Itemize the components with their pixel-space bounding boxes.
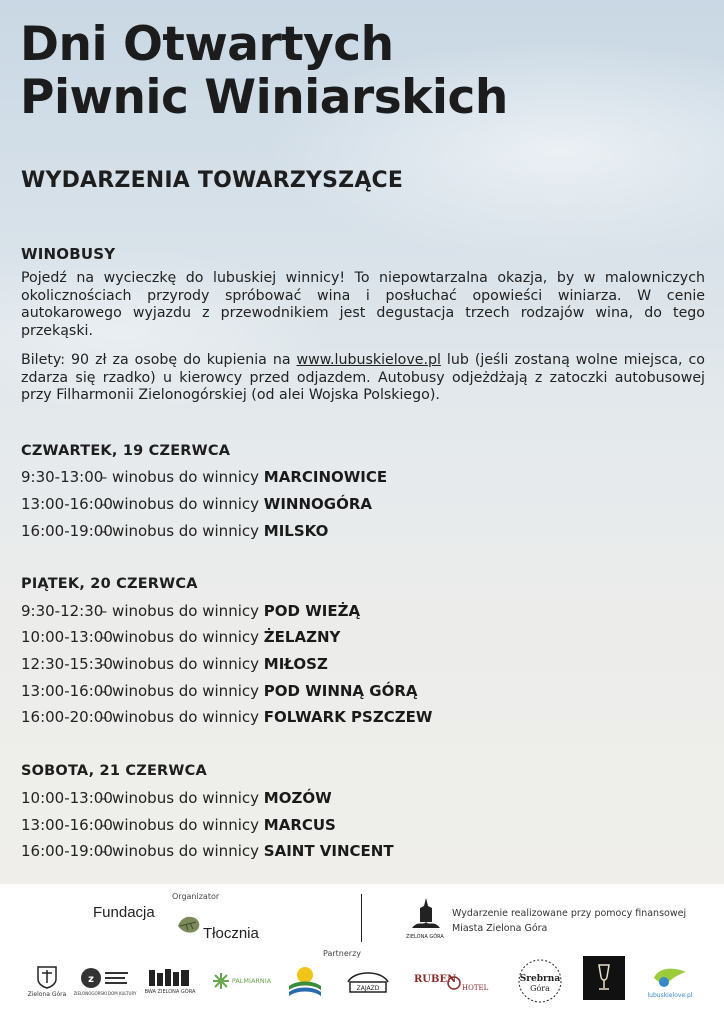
trip-winery: MOZÓW xyxy=(263,789,332,807)
trip-time: 13:00-16:00 xyxy=(21,682,113,700)
trip-time: 10:00-13:00 xyxy=(21,628,113,646)
trip-connector: – winobus do winnicy xyxy=(99,495,259,513)
city-emblem-caption: ZIELONA GÓRA xyxy=(406,934,444,940)
partner-logo xyxy=(27,960,67,1002)
trip-winery: FOLWARK PSZCZEW xyxy=(263,708,433,726)
day-heading: SOBOTA, 21 CZERWCA xyxy=(21,763,207,779)
partner-logo xyxy=(73,960,137,1002)
winobusy-tickets-info xyxy=(21,352,705,405)
trip-time: 16:00-19:00 xyxy=(21,522,113,540)
page-subtitle: WYDARZENIA TOWARZYSZĄCE xyxy=(21,168,404,193)
zielona-gora-crest-icon xyxy=(36,965,58,989)
partner-caption: Zielona Góra xyxy=(27,990,67,998)
trip-connector: – winobus do winnicy xyxy=(99,682,259,700)
trip-connector: – winobus do winnicy xyxy=(99,816,259,834)
trip-time: 13:00-16:00 xyxy=(21,495,113,513)
partner-logo xyxy=(583,956,625,1000)
partner-logo xyxy=(645,960,695,1002)
trip-time: 9:30-12:30 xyxy=(21,602,104,620)
trip-time: 12:30-15:30 xyxy=(21,655,113,673)
svg-text:RUBEN: RUBEN xyxy=(414,974,457,985)
trip-connector: – winobus do winnicy xyxy=(99,842,259,860)
schedule-row xyxy=(21,655,328,673)
partner-logo xyxy=(285,960,325,1002)
trip-winery: MARCUS xyxy=(263,816,336,834)
trip-winery: ŻELAZNY xyxy=(263,628,341,646)
svg-text:HOTEL: HOTEL xyxy=(462,984,489,992)
title-line-2: Piwnic Winiarskich xyxy=(20,70,508,125)
schedule-row xyxy=(21,842,394,860)
schedule-row xyxy=(21,522,328,540)
partner-logo xyxy=(208,960,276,1002)
schedule-row xyxy=(21,628,340,646)
trip-time: 10:00-13:00 xyxy=(21,789,113,807)
zielona-gora-emblem xyxy=(406,896,444,940)
grape-leaf-icon xyxy=(176,914,202,934)
ruben-hotel-logo-icon xyxy=(412,970,489,992)
trip-connector: – winobus do winnicy xyxy=(99,468,259,486)
trip-connector: – winobus do winnicy xyxy=(99,628,259,646)
partner-logo xyxy=(146,960,194,1002)
organizer-name-part1: Fundacja xyxy=(93,904,155,921)
winobusy-heading: WINOBUSY xyxy=(21,245,116,263)
svg-text:Srebrna: Srebrna xyxy=(519,974,561,984)
srebrna-gora-logo-icon xyxy=(517,958,563,1004)
winobusy-description: Pojedź na wycieczkę do lubuskiej winnicy! To niepowtarzalna okazja, by w malowniczych okolicznościach przyrody spróbować wina i posłuchać opowieści winiarza. W cenie autokarowego wyjazdu z przewodnikiem jest degustacja trzech rodzajów wina, do tego przekąski. xyxy=(21,270,705,339)
partners-label: Partnerzy xyxy=(323,949,362,958)
trip-time: 16:00-19:00 xyxy=(21,842,113,860)
trip-time: 16:00-20:00 xyxy=(21,708,113,726)
schedule-row xyxy=(21,495,372,513)
city-tower-icon xyxy=(410,896,442,930)
svg-text:ZAJAZD: ZAJAZD xyxy=(356,985,380,992)
schedule-row xyxy=(21,789,332,807)
schedule-row xyxy=(21,602,360,620)
partner-caption: ZIELONOGÓRSKI DOM KULTURY xyxy=(73,990,137,996)
svg-text:z: z xyxy=(88,973,94,985)
schedule-row xyxy=(21,816,336,834)
partner-logo xyxy=(515,960,565,1002)
footer-sponsors xyxy=(0,884,724,1024)
lubuskielove-logo-icon xyxy=(650,964,690,990)
trip-winery: MIŁOSZ xyxy=(263,655,328,673)
day-heading: CZWARTEK, 19 CZERWCA xyxy=(21,443,231,459)
schedule-row xyxy=(21,682,418,700)
trip-winery: POD WIEŻĄ xyxy=(263,602,361,620)
trip-winery: SAINT VINCENT xyxy=(263,842,394,860)
zajazd-logo-icon xyxy=(344,966,392,996)
trip-time: 13:00-16:00 xyxy=(21,816,113,834)
partner-caption: lubuskielove.pl xyxy=(647,991,693,999)
bwa-logo-icon xyxy=(148,967,192,987)
trip-winery: MILSKO xyxy=(263,522,329,540)
wine-bar-logo-icon xyxy=(589,961,619,995)
funding-note: Wydarzenie realizowane przy pomocy finansowej Miasta Zielona Góra xyxy=(452,908,687,934)
schedule-row xyxy=(21,708,432,726)
organizer-name-part2: Tłocznia xyxy=(203,925,259,942)
trip-winery: WINNOGÓRA xyxy=(263,495,372,513)
palmiarnia-logo-icon xyxy=(213,973,229,989)
tickets-text-end: lub (jeśli zostaną wolne miejsca, co zdarza się rzadko) u kierowcy przed odjazdem. Autobusy odjeżdżają z zatoczki autobusowej przy Filharmonii Zielonogórskiej (od alei Wojska Polskiego). xyxy=(21,352,705,403)
trip-time: 9:30-13:00 xyxy=(21,468,104,486)
trip-connector: – winobus do winnicy xyxy=(99,655,259,673)
trip-winery: POD WINNĄ GÓRĄ xyxy=(263,682,418,700)
svg-text:Góra: Góra xyxy=(530,984,550,993)
footer-divider xyxy=(361,894,362,942)
lubuskie-logo-icon xyxy=(287,964,323,998)
organizer-label: Organizator xyxy=(172,892,220,901)
lubuskielove-link[interactable]: www.lubuskielove.pl xyxy=(296,352,441,368)
title-line-1: Dni Otwartych xyxy=(20,17,394,72)
partner-caption: BWA ZIELONA GÓRA xyxy=(144,989,196,995)
partner-logo xyxy=(410,960,489,1002)
schedule-row xyxy=(21,468,387,486)
trip-connector: – winobus do winnicy xyxy=(99,522,259,540)
tickets-text-start: Bilety: 90 zł za osobę do kupienia na xyxy=(21,352,297,368)
partner-caption: PALMIARNIA xyxy=(231,977,272,985)
zdk-logo-icon xyxy=(80,967,130,989)
partner-logo xyxy=(343,960,393,1002)
page-title xyxy=(20,18,508,124)
day-heading: PIĄTEK, 20 CZERWCA xyxy=(21,576,198,592)
trip-connector: – winobus do winnicy xyxy=(99,789,259,807)
trip-winery: MARCINOWICE xyxy=(263,468,388,486)
trip-connector: – winobus do winnicy xyxy=(99,708,259,726)
trip-connector: – winobus do winnicy xyxy=(99,602,259,620)
